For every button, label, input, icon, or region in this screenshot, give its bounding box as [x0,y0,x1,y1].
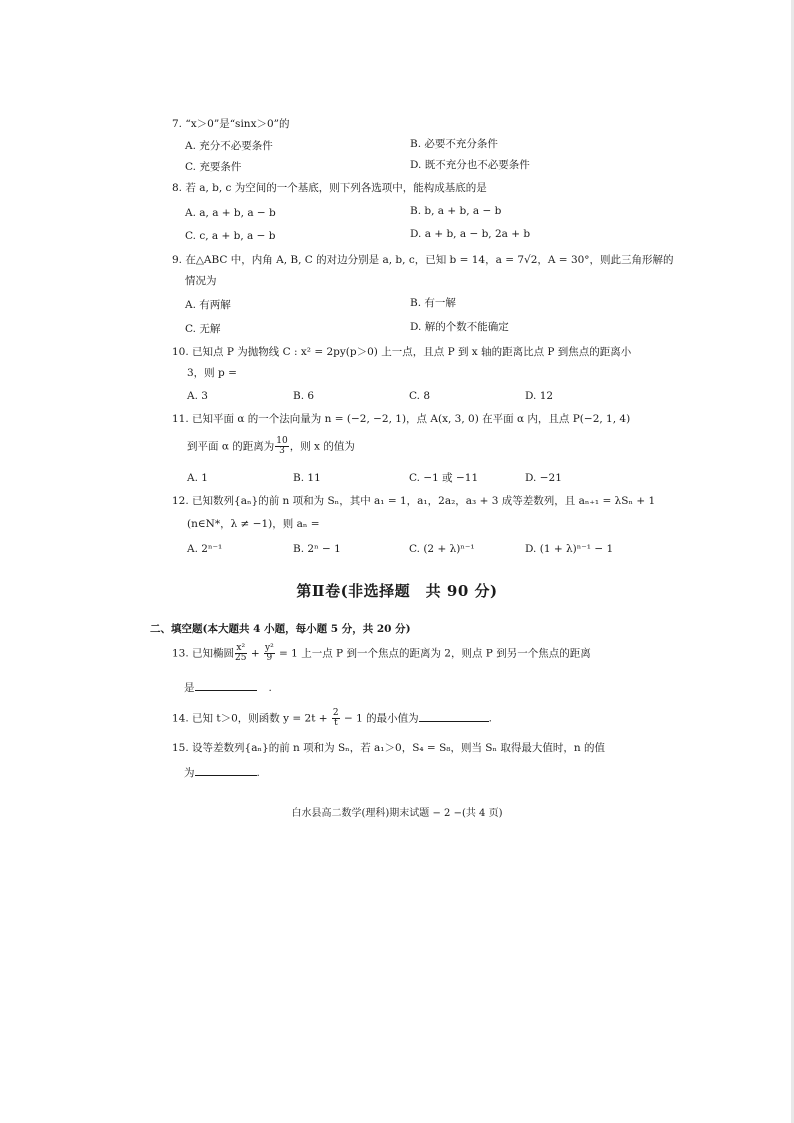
q7-option-a: A. 充分不必要条件 [185,140,273,152]
question-13-stem [172,644,591,663]
q8-option-b: B. b, a + b, a − b [410,205,502,217]
q11-frac-den: 3 [279,446,285,456]
q10-option-c: C. 8 [409,390,431,402]
q11-line2-pre: 到平面 α 的距离为 [187,440,275,453]
q11-line2-post: ，则 x 的值为 [289,440,355,453]
q9-option-b: B. 有一解 [410,297,456,309]
q14-f-num: 2 [332,708,339,718]
q11-option-b: B. 11 [293,472,321,484]
question-11-stem: 11. 已知平面 α 的一个法向量为 n = (−2, −2, 1)，点 A(x, 3, 0) 在平面 α 内，且点 P(−2, 1, 4) [172,413,631,425]
page-footer: 白水县高二数学(理科)期末试题 − 2 −(共 4 页) [291,808,503,819]
q13-post: = 1 上一点 P 到一个焦点的距离为 2，则点 P 到另一个焦点的距离 [279,647,591,660]
q13-answer-blank[interactable] [195,680,257,691]
q13-pre: 13. 已知椭圆 [172,647,235,660]
q8-option-c: C. c, a + b, a − b [185,230,276,242]
q11-frac-num: 10 [276,436,288,446]
question-12-stem: 12. 已知数列{aₙ}的前 n 项和为 Sₙ，其中 a₁ = 1，a₁，2a₂，a₃ + 3 成等差数列，且 aₙ₊₁ = λSₙ + 1 [172,495,656,507]
q14-f-den: t [333,718,338,728]
q14-end: . [488,712,492,725]
question-15-stem: 15. 设等差数列{aₙ}的前 n 项和为 Sₙ，若 a₁＞0，S₄ = S₈，则当 Sₙ 取得最大值时，n 的值 [172,742,605,754]
q9-option-a: A. 有两解 [185,299,231,311]
q12-option-c: C. (2 + λ)ⁿ⁻¹ [409,543,475,555]
q7-option-c: C. 充要条件 [185,161,242,173]
q14-answer-blank[interactable] [419,711,489,722]
q13-end: . [268,682,272,694]
q14-pre: 14. 已知 t＞0，则函数 y = 2t + [172,712,328,725]
question-12-stem-line2: (n∈N*，λ ≠ −1)，则 aₙ = [187,518,320,530]
q14-post: − 1 的最小值为 [343,712,419,725]
q13-fraction-y [264,644,275,663]
question-13-line2 [184,680,272,695]
q7-option-d: D. 既不充分也不必要条件 [410,159,530,171]
q13-plus: + [250,647,260,660]
question-9-stem: 9. 在△ABC 中，内角 A, B, C 的对边分别是 a, b, c，已知 b = 14，a = 7√2，A = 30°，则此三角形解的 [172,254,674,266]
question-11-stem-line2 [187,437,355,456]
q7-option-b: B. 必要不充分条件 [410,138,498,150]
question-9-stem-line2: 情况为 [185,275,217,287]
q9-option-d: D. 解的个数不能确定 [410,321,509,333]
question-15-line2 [184,765,260,780]
q10-option-b: B. 6 [293,390,315,402]
q14-fraction [332,709,340,728]
section-2-title: 第Ⅱ卷(非选择题 共 90 分) [296,582,498,600]
q12-option-d: D. (1 + λ)ⁿ⁻¹ − 1 [525,543,614,555]
q11-fraction [275,437,288,456]
q10-option-d: D. 12 [525,390,554,402]
q15-end: . [256,767,260,779]
question-7-stem: 7. “x＞0”是“sinx＞0”的 [172,118,290,130]
q13-fraction-x [235,644,246,663]
q13-f2-num: y² [265,643,274,653]
q10-option-a: A. 3 [187,390,208,402]
q15-answer-blank[interactable] [195,765,257,776]
q9-option-c: C. 无解 [185,323,221,335]
q11-option-a: A. 1 [187,472,208,484]
question-10-stem: 10. 已知点 P 为抛物线 C : x² = 2py(p＞0) 上一点，且点 P 到 x 轴的距离比点 P 到焦点的距离小 [172,346,632,358]
question-14-stem [172,709,492,728]
q11-option-c: C. −1 或 −11 [409,472,479,484]
q8-option-d: D. a + b, a − b, 2a + b [410,228,531,240]
q13-line2-label: 是 [184,682,195,694]
fill-in-part-heading: 二、填空题(本大题共 4 小题，每小题 5 分，共 20 分) [150,623,411,635]
question-10-stem-line2: 3，则 p = [187,367,237,379]
q8-option-a: A. a, a + b, a − b [185,207,276,219]
q12-option-a: A. 2ⁿ⁻¹ [187,543,223,555]
q13-f2-den: 9 [266,653,273,663]
q15-line2-label: 为 [184,767,195,779]
q12-option-b: B. 2ⁿ − 1 [293,543,341,555]
q13-f1-num: x² [236,643,246,653]
q13-f1-den: 25 [235,653,247,663]
question-8-stem: 8. 若 a, b, c 为空间的一个基底，则下列各选项中，能构成基底的是 [172,182,487,194]
q11-option-d: D. −21 [525,472,562,484]
